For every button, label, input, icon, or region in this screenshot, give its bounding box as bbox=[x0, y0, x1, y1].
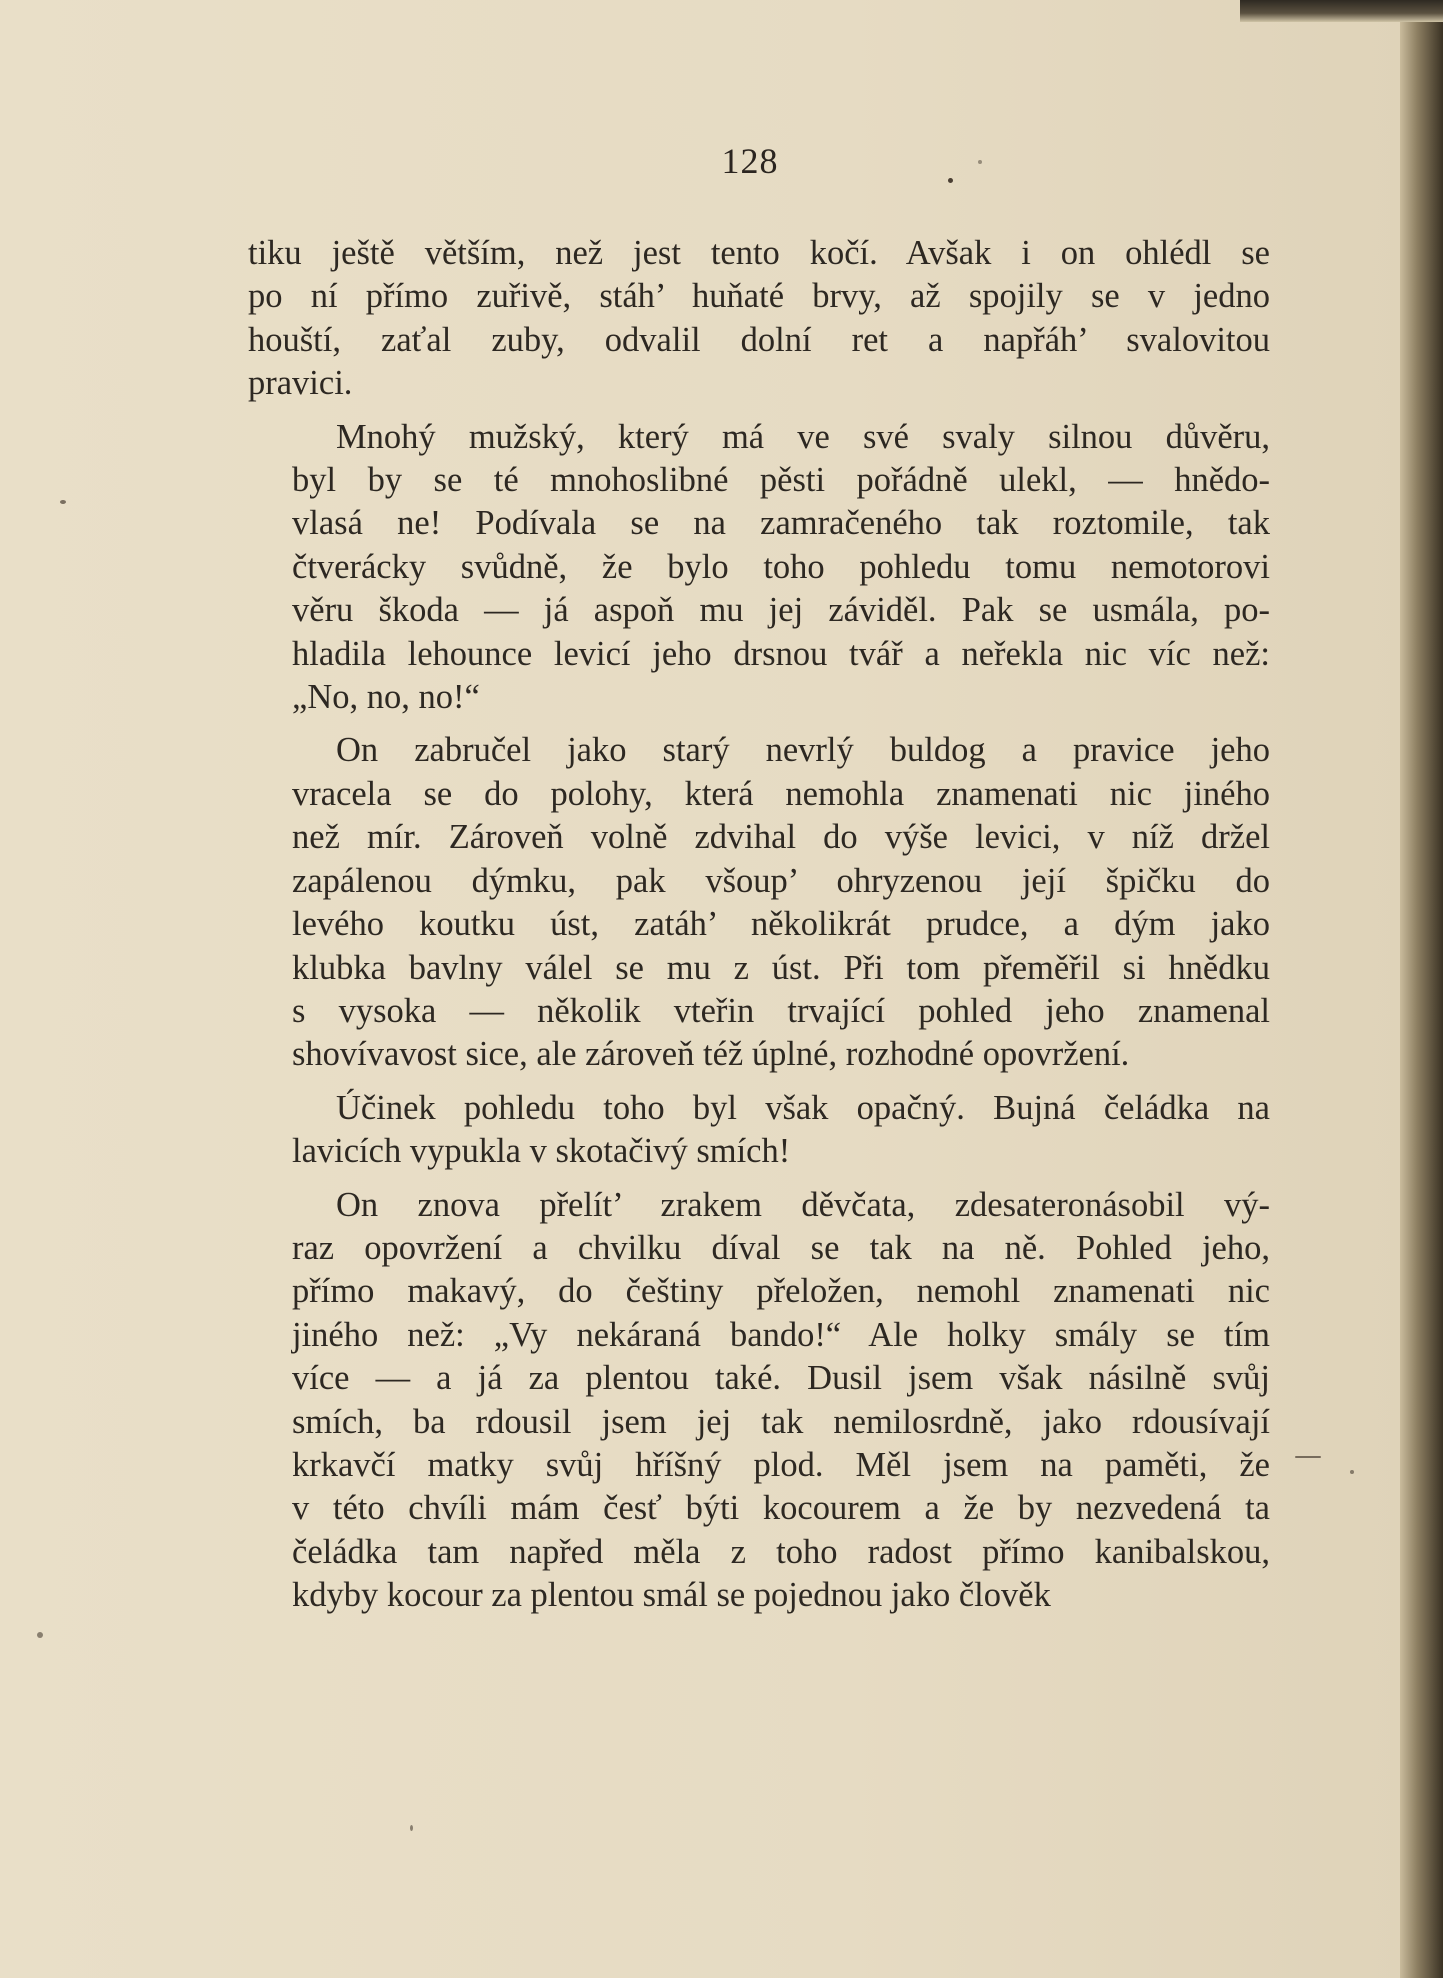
scan-edge-strip bbox=[1240, 0, 1443, 22]
text-line: přímo makavý, do češtiny přeložen, nemohl znamenati nic bbox=[292, 1272, 1270, 1311]
text-line: vlasá ne! Podívala se na zamračeného tak roztomile, tak bbox=[292, 504, 1270, 543]
text-line: s vysoka — několik vteřin trvající pohled jeho znamenal bbox=[292, 991, 1270, 1030]
paragraph bbox=[248, 232, 1270, 406]
text-line: čtverácky svůdně, že bylo toho pohledu tomu nemotorovi bbox=[292, 547, 1270, 586]
page-number: 128 bbox=[721, 141, 779, 181]
text-line: pravici. bbox=[248, 364, 353, 403]
text-line: klubka bavlny válel se mu z úst. Při tom přeměřil si hnědku bbox=[292, 948, 1270, 987]
text-line: kdyby kocour za plentou smál se pojednou jako člověk bbox=[292, 1576, 1051, 1615]
text-line: než mír. Zároveň volně zdvihal do výše levici, v níž držel bbox=[292, 818, 1270, 857]
text-line: smích, ba rdousil jsem jej tak nemilosrdně, jako rdousívají bbox=[292, 1402, 1270, 1441]
page-edge-shadow bbox=[1400, 0, 1443, 1978]
text-line: zapálenou dýmku, pak všoup’ ohryzenou její špičku do bbox=[292, 861, 1270, 900]
text-line: On zabručel jako starý nevrlý buldog a pravice jeho bbox=[336, 731, 1270, 770]
paragraph bbox=[248, 1087, 1270, 1174]
text-line: Mnohý mužský, který má ve své svaly silnou důvěru, bbox=[336, 417, 1270, 456]
text-line: čeládka tam napřed měla z toho radost přímo kanibalskou, bbox=[292, 1532, 1270, 1571]
text-line: jiného než: „Vy nekáraná bando!“ Ale holky smály se tím bbox=[292, 1315, 1270, 1354]
paragraph bbox=[248, 729, 1270, 1076]
paragraph bbox=[248, 1184, 1270, 1618]
text-line: „No, no, no!“ bbox=[292, 678, 480, 717]
text-line: On znova přelít’ zrakem děvčata, zdesateronásobil vý- bbox=[336, 1185, 1270, 1224]
text-line: vracela se do polohy, která nemohla znamenati nic jiného bbox=[292, 774, 1270, 813]
body-text bbox=[248, 232, 1270, 1628]
text-line: houští, zaťal zuby, odvalil dolní ret a napřáh’ svalovitou bbox=[248, 320, 1270, 359]
print-speck bbox=[60, 500, 66, 504]
print-speck bbox=[948, 178, 953, 183]
print-speck bbox=[1350, 1470, 1354, 1474]
text-line: krkavčí matky svůj hříšný plod. Měl jsem na paměti, že bbox=[292, 1445, 1270, 1484]
text-line: tiku ještě větším, než jest tento kočí. Avšak i on ohlédl se bbox=[248, 234, 1270, 272]
text-line: lavicích vypukla v skotačivý smích! bbox=[292, 1132, 791, 1171]
text-line: levého koutku úst, zatáh’ několikrát prudce, a dým jako bbox=[292, 905, 1270, 944]
text-line: Účinek pohledu toho byl však opačný. Bujná čeládka na bbox=[336, 1088, 1270, 1127]
print-speck bbox=[37, 1632, 43, 1638]
text-line: více — a já za plentou také. Dusil jsem však násilně svůj bbox=[292, 1359, 1270, 1398]
text-line: v této chvíli mám česť býti kocourem a že by nezvedená ta bbox=[292, 1489, 1270, 1528]
paragraph bbox=[248, 416, 1270, 720]
print-speck bbox=[410, 1825, 413, 1831]
text-line: po ní přímo zuřivě, stáh’ huňaté brvy, až spojily se v jedno bbox=[248, 277, 1270, 316]
print-speck bbox=[1295, 1456, 1321, 1458]
text-line: shovívavost sice, ale zároveň též úplné, rozhodné opovržení. bbox=[292, 1035, 1130, 1074]
text-line: hladila lehounce levicí jeho drsnou tvář a neřekla nic víc než: bbox=[292, 634, 1270, 673]
print-speck bbox=[978, 160, 982, 164]
text-line: věru škoda — já aspoň mu jej záviděl. Pak se usmála, po- bbox=[292, 591, 1270, 630]
text-line: byl by se té mnohoslibné pěsti pořádně ulekl, — hnědo- bbox=[292, 461, 1270, 500]
text-line: raz opovržení a chvilku díval se tak na ně. Pohled jeho, bbox=[292, 1228, 1270, 1267]
